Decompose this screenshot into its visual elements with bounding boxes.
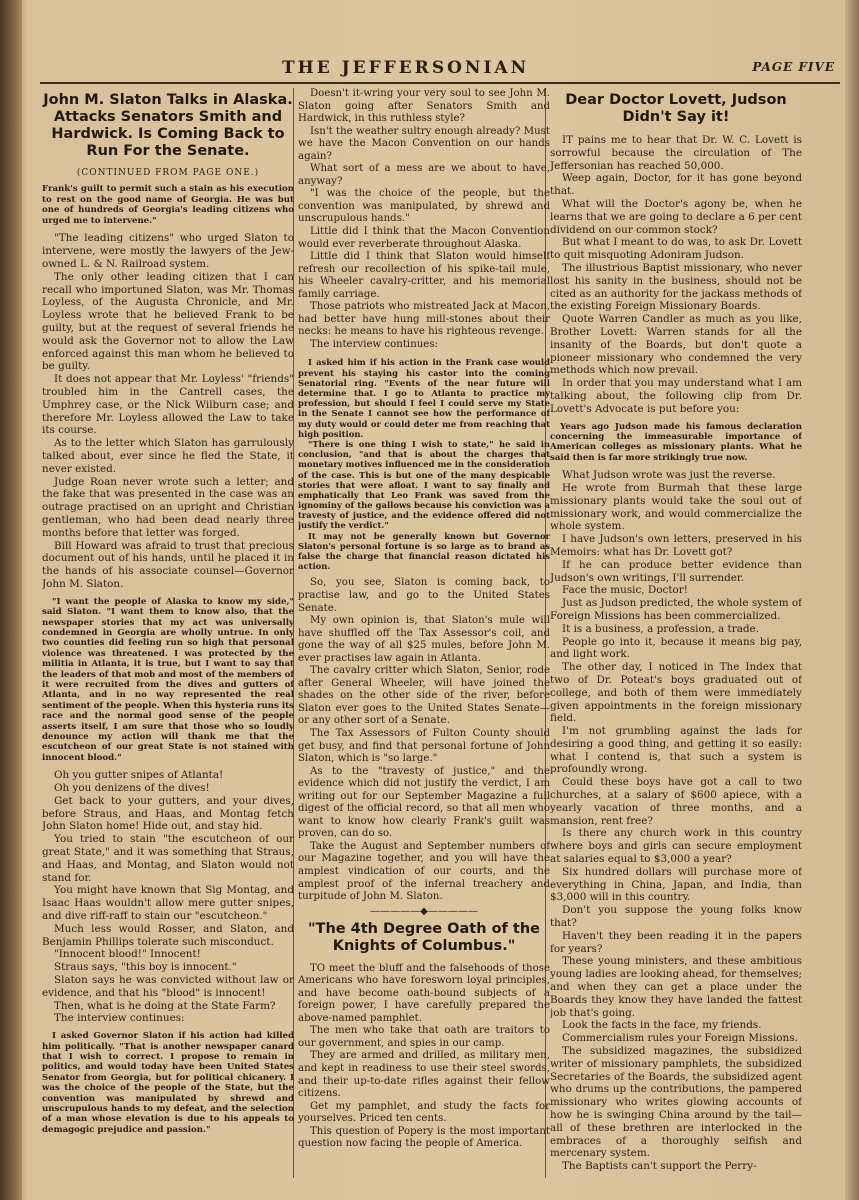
body-paragraph: This question of Popery is the most important question now facing the people of America. — [298, 1125, 550, 1150]
body-paragraph: Get back to your gutters, and your dives, before Straus, and Haas, and Montag fetch John Slaton home! Hide out, and stay hid. — [42, 794, 294, 833]
paragraph-group — [298, 88, 550, 351]
body-paragraph: Isn't the weather sultry enough already? Must we have the Macon Convention on our hands again? — [298, 125, 550, 162]
page-binding — [0, 0, 22, 1200]
body-paragraph: Quote Warren Candler as much as you like, Brother Lovett: Warren stands for all the insanity of the Boards, but don't quote a pioneer missionary who condemned the very methods which now prevail. — [550, 313, 802, 377]
body-paragraph: Face the music, Doctor! — [562, 584, 688, 597]
body-paragraph: My own opinion is, that Slaton's mule will have shuffled off the Tax Assessor's coil, and gone the way of all $25 mules, before John M. ever practises law again in Atlanta. — [298, 615, 550, 664]
quote-paragraph: "There is one thing I wish to state," he said in conclusion, "and that is about the charges that monetary motives influenced me in the consideration of the case. This is but one of the many despicable stories that were afloat. I want to say finally and emphatically that Leo Frank was saved from the ignominy of the gallows because his conviction was a travesty of justice, and the evidence offered did not justify the verdict." — [298, 438, 550, 531]
body-paragraph: Just as Judson predicted, the whole system of Foreign Missions has been commercialized. — [550, 597, 802, 622]
paragraph-group — [42, 769, 294, 1025]
body-paragraph: People go into it, because it means big pay, and light work. — [550, 635, 802, 661]
body-paragraph: What sort of a mess are we about to have, anyway? — [298, 163, 550, 187]
body-paragraph: The cavalry critter which Slaton, Senior, rode after General Wheeler, will have joined the shades on the other side of the river, before Slaton ever goes to the United States Senate—or any other sort of a Senate. — [298, 665, 550, 727]
body-paragraph: Little did I think that the Macon Convention would ever reverberate throughout Alaska. — [298, 226, 550, 250]
body-paragraph: Look the facts in the face, my friends. — [562, 1019, 762, 1032]
body-paragraph: Straus says, "this boy is innocent." — [54, 961, 237, 974]
paragraph-group — [42, 232, 294, 590]
body-paragraph: If he can produce better evidence than Judson's own writings, I'll surrender. — [550, 558, 802, 584]
quote-paragraph: I asked him if his action in the Frank case would prevent his staying his castor into the coming Senatorial ring. "Events of the near future will determine that. I go to Atlanta to practice my profession, but should I feel I could serve my State in the Senate I cannot see how the performance of my duty would or could deter me from reaching that high position. — [298, 357, 550, 439]
body-paragraph: The only other leading citizen that I can recall who importuned Slaton, was Mr. Thomas Loyless, of the Augusta Chronicle, and Mr. Loyless wrote that he believed Frank to be guilty, but at the request of several friends he would ask the Governor not to allow the Law enforced against this man whom he believed to be guilty. — [42, 270, 294, 373]
interview-quote — [298, 357, 550, 571]
body-paragraph: They are armed and drilled, as military men, and kept in readiness to use their steel swords, and their up-to-date rifles against their fellow citizens. — [298, 1050, 550, 1100]
body-paragraph: As to the letter which Slaton has garrulously talked about, ever since he fled the State, it never existed. — [42, 437, 294, 475]
body-paragraph: It does not appear that Mr. Loyless' "friends" troubled him in the Cantrell cases, the Umphrey case, or the Nick Wilburn case; and therefore Mr. Loyless allowed the Law to take its course. — [42, 373, 294, 437]
quote-paragraph: It may not be generally known but Governor Slaton's personal fortune is so large as to brand as false the charge that financial reason dictated his action. — [298, 530, 550, 572]
body-paragraph: TO meet the bluff and the falsehoods of those Americans who have foresworn loyal principles, and have become oath-bound subjects of a foreign power, I have carefully prepared the above-named pamphlet. — [298, 962, 550, 1024]
body-paragraph: Is there any church work in this country where boys and girls can secure employment at salaries equal to $3,000 a year? — [550, 827, 802, 866]
quote-paragraph: I asked Governor Slaton if his action had killed him politically. "That is another newspaper canard that I wish to correct. I propose to remain in politics, and would today have been United States Senator from Georgia, but for political chicanery. I was the choice of the people of the State, but the convention was manipulated by shrewd and unscrupulous hands to my defeat, and the selection of a man whose elevation is due to his appeals to demagogic prejudice and passion." — [42, 1031, 294, 1135]
body-paragraph: Judge Roan never wrote such a letter; and the fake that was presented in the case was an outrage practised on an upright and Christian gentleman, who had been dead nearly three months before that letter was forged. — [42, 475, 294, 539]
body-paragraph: Oh you denizens of the dives! — [54, 781, 210, 794]
masthead-rule — [40, 82, 840, 84]
section-separator: —————◆————— — [370, 905, 478, 917]
article-subhead: Frank's guilt to permit such a stain as his execution to rest on the good name of Georgia. He was but one of hundreds of Georgia's leading citizens who urged me to intervene." — [42, 184, 294, 226]
body-paragraph: "I was the choice of the people, but the convention was manipulated, by shrewd and unscrupulous hands." — [298, 188, 550, 225]
body-paragraph: Don't you suppose the young folks know that? — [550, 904, 802, 930]
body-paragraph: But what I meant to do was, to ask Dr. Lovett to quit misquoting Adoniram Judson. — [550, 236, 802, 262]
body-paragraph: Slaton says he was convicted without law or evidence, and that his "blood" is innocent! — [42, 973, 294, 999]
body-paragraph: Get my pamphlet, and study the facts for yourselves. Priced ten cents. — [298, 1100, 550, 1125]
newspaper-title: THE JEFFERSONIAN — [282, 58, 530, 78]
body-paragraph: The men who take that oath are traitors to our government, and spies in our camp. — [298, 1025, 550, 1049]
body-paragraph: Much less would Rosser, and Slaton, and Benjamin Phillips tolerate such misconduct. — [42, 922, 294, 948]
body-paragraph: He wrote from Burmah that these large missionary plants would take the soul out of missionary work, and would commercialize the whole system. — [550, 481, 802, 533]
body-paragraph: I have Judson's own letters, preserved in his Memoirs: what has Dr. Lovett got? — [550, 533, 802, 558]
column-2 — [298, 88, 550, 1188]
body-paragraph: It is a business, a profession, a trade. — [562, 622, 759, 635]
interview-quote — [42, 597, 294, 764]
body-paragraph: Bill Howard was afraid to trust that precious document out of his hands, until he placed it in the hands of his associate counsel—Governor John M. Slaton. — [42, 539, 294, 590]
body-paragraph: Take the August and September numbers of our Magazine together, and you will have the amplest vindication of our courts, and the amplest proof of the infernal treachery and turpitude of John M. Slaton. — [298, 840, 550, 903]
body-paragraph: Weep again, Doctor, for it has gone beyond that. — [550, 172, 802, 198]
quote-paragraph: "I want the people of Alaska to know my side," said Slaton. "I want them to know also, that the newspaper stories that my act was universally condemned in Georgia are wholly untrue. In only two counties did feeling run so high that personal violence was threatened. I was protected by the militia in Atlanta, it is true, but I want to say that the leaders of that mob and most of the members of it were recruited from the dives and gutters of Atlanta, and in no way represented the real sentiment of the people. When this hysteria runs its race and the normal good sense of the people asserts itself, I am sure that those who so loudly denounce my action will thank me that the escutcheon of our great State is not stained with innocent blood." — [42, 596, 294, 763]
body-paragraph: IT pains me to hear that Dr. W. C. Lovett is sorrowful because the circulation of The Jeffersonian has reached 50,000. — [550, 134, 802, 172]
body-paragraph: Haven't they been reading it in the papers for years? — [550, 929, 802, 955]
body-paragraph: I'm not grumbling against the lads for desiring a good thing, and getting it so easily: what I contend is, that such a system is profoundly wrong. — [550, 725, 802, 776]
body-paragraph: What Judson wrote was just the reverse. — [562, 469, 776, 482]
paragraph-group — [298, 577, 550, 903]
body-paragraph: These young ministers, and these ambitious young ladies are looking ahead, for themselves; and when they can get a place under the Boards they know they have landed the fattest job that's going. — [550, 955, 802, 1019]
body-paragraph: Could these boys have got a call to two churches, at a salary of $600 apiece, with a yearly vacation of three months, and a mansion, rent free? — [550, 776, 802, 827]
body-paragraph: Little did I think that Slaton would himself refresh our recollection of his spike-tail mule, his Wheeler cavalry-critter, and his memorial family carriage. — [298, 251, 550, 300]
quote-paragraph: Years ago Judson made his famous declaration concerning the immeasurable importance of American colleges as missionary plants. What he said then is far more strikingly true now. — [550, 421, 802, 463]
body-paragraph: The illustrious Baptist missionary, who never lost his sanity in the business, should not be cited as an authority for the jackass methods of the existing Foreign Missionary Boards. — [550, 261, 802, 313]
body-paragraph: Commercialism rules your Foreign Missions. — [562, 1032, 798, 1045]
paragraph-group — [298, 963, 550, 1151]
body-paragraph: Oh you gutter snipes of Atlanta! — [54, 769, 224, 782]
body-paragraph: The Tax Assessors of Fulton County should get busy, and find that personal fortune of John Slaton, which is "so large." — [298, 727, 550, 765]
article-headline: "The 4th Degree Oath of the Knights of Columbus." — [308, 920, 540, 954]
body-paragraph: The subsidized magazines, the subsidized writer of missionary pamphlets, the subsidized Secretaries of the Boards, the subsidized agent who drums up the contributions, the pampered missionary who writes glowing accounts of how he is swinging China around by the tail—all of these brethren are interlocked in the embraces of a thoroughly selfish and mercenary system. — [550, 1045, 802, 1160]
body-paragraph: Doesn't it-wring your very soul to see John M. Slaton going after Senators Smith and Hardwick, in this ruthless style? — [298, 88, 550, 125]
body-paragraph: So, you see, Slaton is coming back, to practise law, and go to the United States Senate. — [298, 577, 550, 614]
body-paragraph: "Innocent blood!" Innocent! — [54, 948, 201, 961]
body-paragraph: The Baptists can't support the Perry- — [562, 1160, 757, 1173]
body-paragraph: The interview continues: — [54, 1012, 185, 1025]
article-headline: Dear Doctor Lovett, Judson Didn't Say it! — [565, 92, 787, 125]
paragraph-group — [550, 469, 802, 1173]
body-paragraph: As to the "travesty of justice," and the evidence which did not justify the verdict, I am writing out for our September Magazine a full digest of the official record, so that all men who want to know how clearly Frank's guilt was proven, can do so. — [298, 765, 550, 840]
page-number-label: PAGE FIVE — [752, 60, 835, 74]
body-paragraph: Those patriots who mistreated Jack at Macon, had better have hung mill-stones about their necks: he means to have his righteous revenge. — [298, 301, 550, 338]
body-paragraph: "The leading citizens" who urged Slaton to intervene, were mostly the lawyers of the Jew-owned L. & N. Railroad system. — [42, 232, 294, 270]
page-edge — [845, 0, 859, 1200]
interview-quote — [42, 1031, 294, 1135]
column-1 — [42, 88, 294, 1188]
body-paragraph: The interview continues: — [310, 338, 439, 350]
paragraph-group — [550, 134, 802, 416]
body-paragraph: In order that you may understand what I am talking about, the following clip from Dr. Lovett's Advocate is put before you: — [550, 377, 802, 415]
body-paragraph: What will the Doctor's agony be, when he learns that we are going to declare a 6 per cent dividend on our common stock? — [550, 197, 802, 236]
masthead — [0, 58, 859, 80]
body-paragraph: Six hundred dollars will purchase more of everything in China, Japan, and India, than $3,000 will in this country. — [550, 865, 802, 904]
body-paragraph: Then, what is he doing at the State Farm? — [54, 999, 276, 1012]
advocate-clip-quote — [550, 422, 802, 464]
continued-note: (CONTINUED FROM PAGE ONE.) — [76, 168, 260, 178]
body-paragraph: The other day, I noticed in The Index that two of Dr. Poteat's boys graduated out of college, and both of them were immediately given appointments in the foreign missionary field. — [550, 661, 802, 725]
column-3 — [550, 88, 802, 1188]
body-paragraph: You tried to stain "the escutcheon of our great State," and it was something that Straus, and Haas, and Montag, and Slaton would not stand for. — [42, 833, 294, 884]
article-headline: John M. Slaton Talks in Alaska. Attacks Senators Smith and Hardwick. Is Coming Back to Run For the Senate. — [43, 92, 293, 159]
body-paragraph: You might have known that Sig Montag, and Isaac Haas wouldn't allow mere gutter snipes, and dive riff-raff to stain our "escutcheon." — [42, 884, 294, 922]
